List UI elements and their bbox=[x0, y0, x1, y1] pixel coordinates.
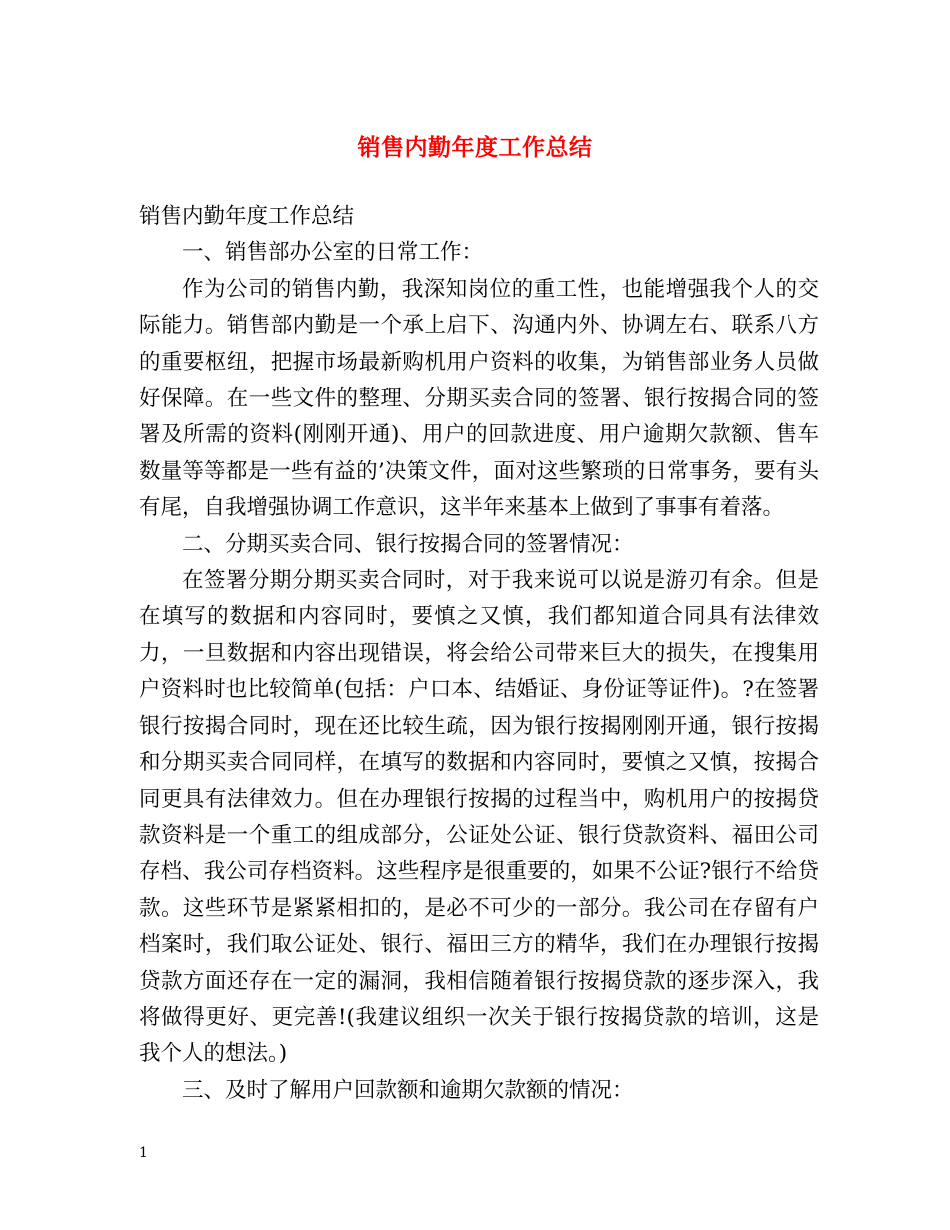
document-title: 销售内勤年度工作总结 bbox=[357, 134, 593, 161]
section-2-heading: 二、分期买卖合同、银行按揭合同的签署情况： bbox=[182, 531, 634, 557]
section-2-paragraph: 在签署分期分期买卖合同时，对于我来说可以说是游刃有余。但是在填写的数据和内容同时，要慎之又慎，我们都知道合同具有法律效力，一旦数据和内容出现错误，将会给公司带来巨大的损失，在搜集用户资料时也比较简单(包括：户口本、结婚证、身份证等证件)。?在签署银行按揭合同时，现在还比较生疏，因为银行按揭刚刚开通，银行按揭和分期买卖合同同样，在填写的数据和内容同时，要慎之又慎，按揭合同更具有法律效力。但在办理银行按揭的过程当中，购机用户的按揭贷款资料是一个重工的组成部分，公证处公证、银行贷款资料、福田公司存档、我公司存档资料。这些程序是很重要的，如果不公证?银行不给贷款。这些环节是紧紧相扣的，是必不可少的一部分。我公司在存留有户档案时，我们取公证处、银行、福田三方的精华，我们在办理银行按揭贷款方面还存在一定的漏洞，我相信随着银行按揭贷款的逐步深入，我将做得更好、更完善!(我建议组织一次关于银行按揭贷款的培训，这是我个人的想法。) bbox=[139, 568, 819, 1067]
section-1-paragraph: 作为公司的销售内勤，我深知岗位的重工性，也能增强我个人的交际能力。销售部内勤是一个承上启下、沟通内外、协调左右、联系八方的重要枢纽，把握市场最新购机用户资料的收集，为销售部业务人员做好保障。在一些文件的整理、分期买卖合同的签署、银行按揭合同的签署及所需的资料(刚刚开通)、用户的回款进度、用户逾期欠款额、售车数量等等都是一些有益的’决策文件，面对这些繁琐的日常事务，要有头有尾，自我增强协调工作意识，这半年来基本上做到了事事有着落。 bbox=[139, 276, 819, 521]
document-body bbox=[139, 199, 819, 1109]
section-1-heading: 一、销售部办公室的日常工作： bbox=[182, 240, 484, 266]
body-heading: 销售内勤年度工作总结 bbox=[139, 204, 355, 229]
section-3-heading: 三、及时了解用户回款额和逾期欠款额的情况： bbox=[182, 1077, 634, 1103]
page-number: 1 bbox=[139, 1145, 148, 1161]
